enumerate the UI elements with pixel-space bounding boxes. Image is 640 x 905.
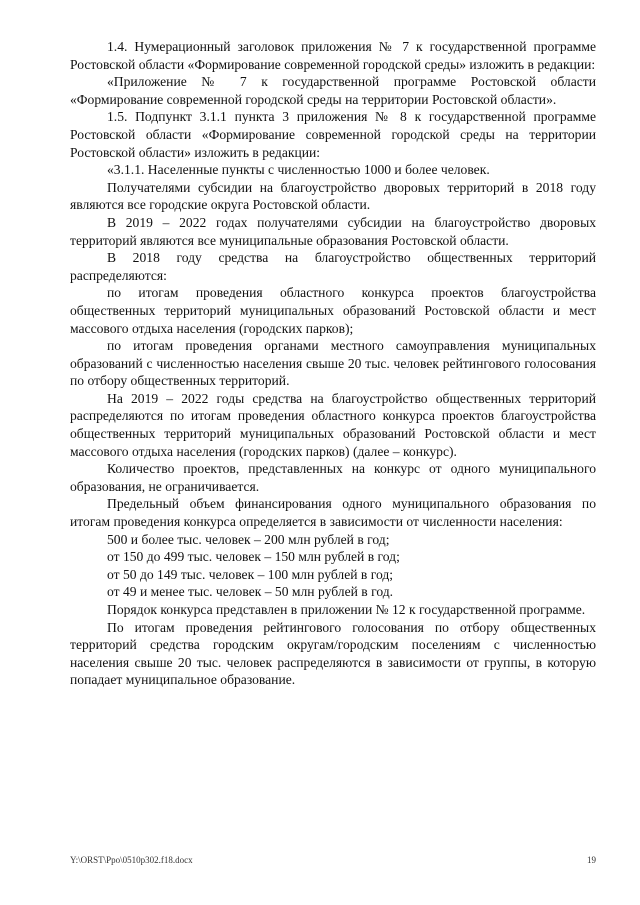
paragraph: Получателями субсидии на благоустройство дворовых территорий в 2018 году являются все городские округа Ростовской области. <box>70 179 596 213</box>
file-path: Y:\ORST\Ppo\0510p302.f18.docx <box>70 855 193 865</box>
paragraph: В 2018 году средства на благоустройство общественных территорий распределяются: <box>70 250 596 283</box>
paragraph: «3.1.1. Населенные пункты с численностью 1000 и более человек. <box>107 162 490 178</box>
paragraph: 1.5. Подпункт 3.1.1 пункта 3 приложения № 8 к государственной программе Ростовской области «Формирование современной городской среды на территории Ростовской области» изложить в редакции: <box>70 109 596 160</box>
paragraph: по итогам проведения областного конкурса проектов благоустройства общественных территорий муниципальных образований Ростовской области и мест массового отдыха населения (городских парков); <box>70 285 596 336</box>
paragraph: Порядок конкурса представлен в приложении № 12 к государственной программе. <box>107 602 586 617</box>
paragraph: 1.4. Нумерационный заголовок приложения № 7 к государственной программе Ростовской области «Формирование современной городской среды» изложить в редакции: <box>70 39 596 72</box>
paragraph: На 2019 – 2022 годы средства на благоустройство общественных территорий распределяются по итогам проведения областного конкурса проектов благоустройства общественных территорий муниципальных образований Ростовской области и мест массового отдыха населения (городских парков) (далее – конкурс). <box>70 390 596 459</box>
page-number: 19 <box>587 855 596 865</box>
funding-list-item: 500 и более тыс. человек – 200 млн рублей в год; <box>107 531 390 547</box>
paragraph: Предельный объем финансирования одного муниципального образования по итогам проведения конкурса определяется в зависимости от численности населения: <box>70 496 596 530</box>
paragraph: по итогам проведения органами местного самоуправления муниципальных образований с численностью населения свыше 20 тыс. человек рейтингового голосования по отбору общественных территорий. <box>70 338 596 389</box>
paragraph: Количество проектов, представленных на конкурс от одного муниципального образования, не ограничивается. <box>70 461 596 494</box>
paragraph: По итогам проведения рейтингового голосования по отбору общественных территорий средства городским округам/городским поселениям с численностью населения свыше 20 тыс. человек распределяются в зависимости от группы, в которую попадает муниципальное образование. <box>70 619 596 688</box>
funding-list-item: от 150 до 499 тыс. человек – 150 млн рублей в год; <box>107 549 400 565</box>
funding-list-item: от 50 до 149 тыс. человек – 100 млн рублей в год; <box>107 566 394 582</box>
funding-list-item: от 49 и менее тыс. человек – 50 млн рублей в год. <box>107 584 394 600</box>
document-body <box>70 38 596 689</box>
page-footer <box>70 855 596 865</box>
paragraph: «Приложение № 7 к государственной программе Ростовской области «Формирование современной городской среды на территории Ростовской области». <box>70 74 596 107</box>
paragraph: В 2019 – 2022 годах получателями субсидии на благоустройство дворовых территорий являются все муниципальные образования Ростовской области. <box>70 214 596 248</box>
